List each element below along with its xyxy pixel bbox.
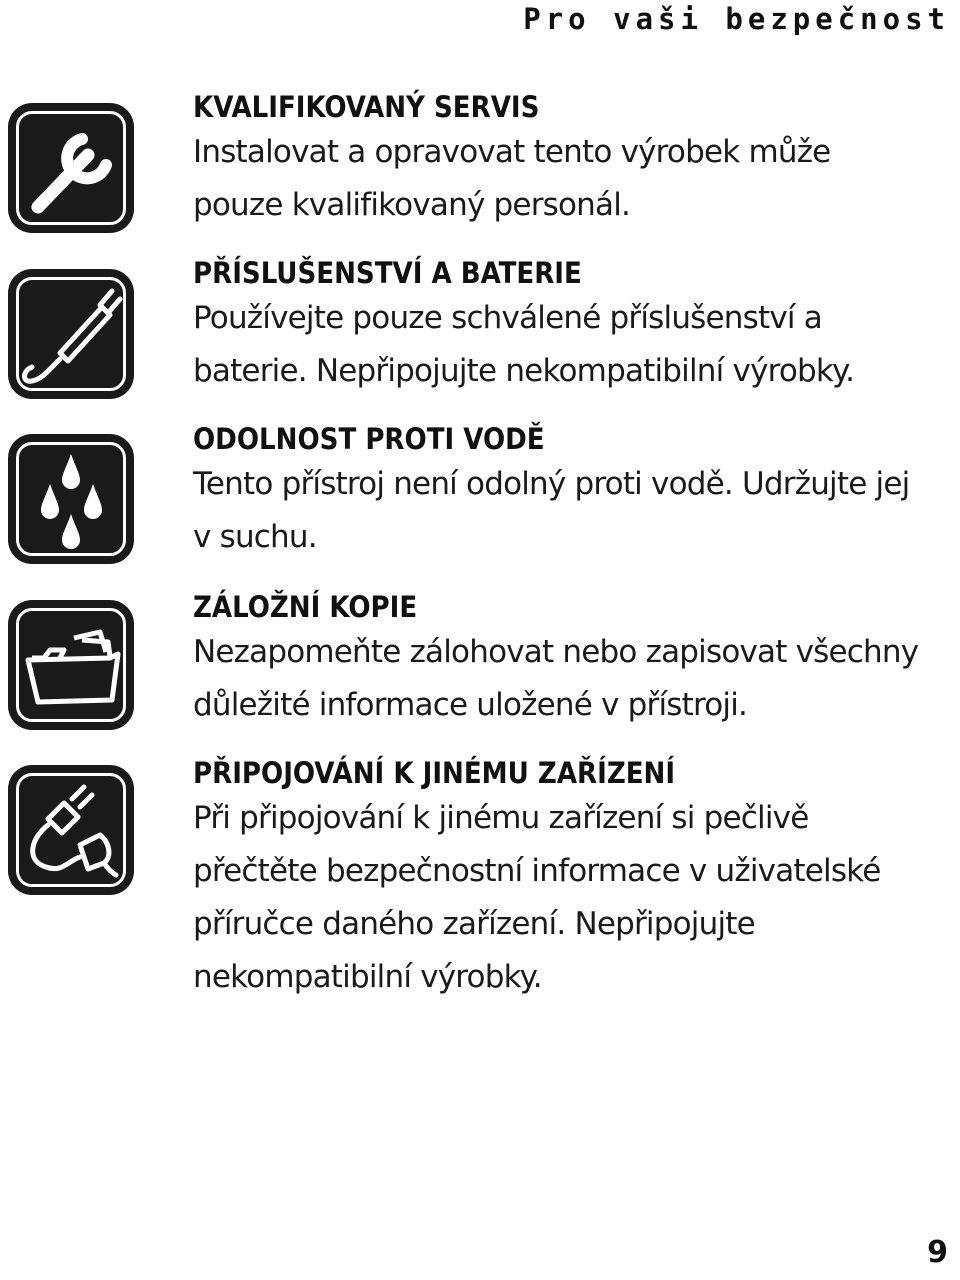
section-text: Nezapomeňte zálohovat nebo zapisovat všechny důležité informace uložené v přístroji.	[193, 634, 919, 723]
section-text: Instalovat a opravovat tento výrobek může pouze kvalifikovaný personál.	[193, 134, 831, 223]
section-water-resistance	[193, 422, 953, 564]
section-title: PŘIPOJOVÁNÍ K JINÉMU ZAŘÍZENÍ	[193, 756, 676, 790]
page-number: 9	[927, 1235, 948, 1270]
charger-plug-icon	[8, 269, 134, 399]
page-header-title: Pro vaši bezpečnost	[523, 2, 950, 36]
section-accessories-batteries	[193, 256, 953, 398]
section-connecting-devices	[193, 756, 953, 1004]
folder-icon	[8, 600, 134, 730]
section-title: KVALIFIKOVANÝ SERVIS	[193, 90, 540, 124]
section-title: ODOLNOST PROTI VODĚ	[193, 422, 545, 456]
water-drops-icon	[8, 434, 134, 564]
connector-cable-icon	[8, 765, 134, 895]
section-title: ZÁLOŽNÍ KOPIE	[193, 590, 418, 624]
section-text: Tento přístroj není odolný proti vodě. Udržujte jej v suchu.	[193, 466, 910, 555]
section-backup-copies	[193, 590, 953, 732]
section-qualified-service	[193, 90, 953, 232]
section-text: Používejte pouze schválené příslušenství a baterie. Nepřipojujte nekompatibilní výrobky.	[193, 300, 855, 389]
section-text: Při připojování k jinému zařízení si pečlivě přečtěte bezpečnostní informace v uživatelské příručce daného zařízení. Nepřipojujte nekompatibilní výrobky.	[193, 800, 881, 995]
section-title: PŘÍSLUŠENSTVÍ A BATERIE	[193, 256, 582, 290]
wrench-icon	[8, 103, 134, 233]
